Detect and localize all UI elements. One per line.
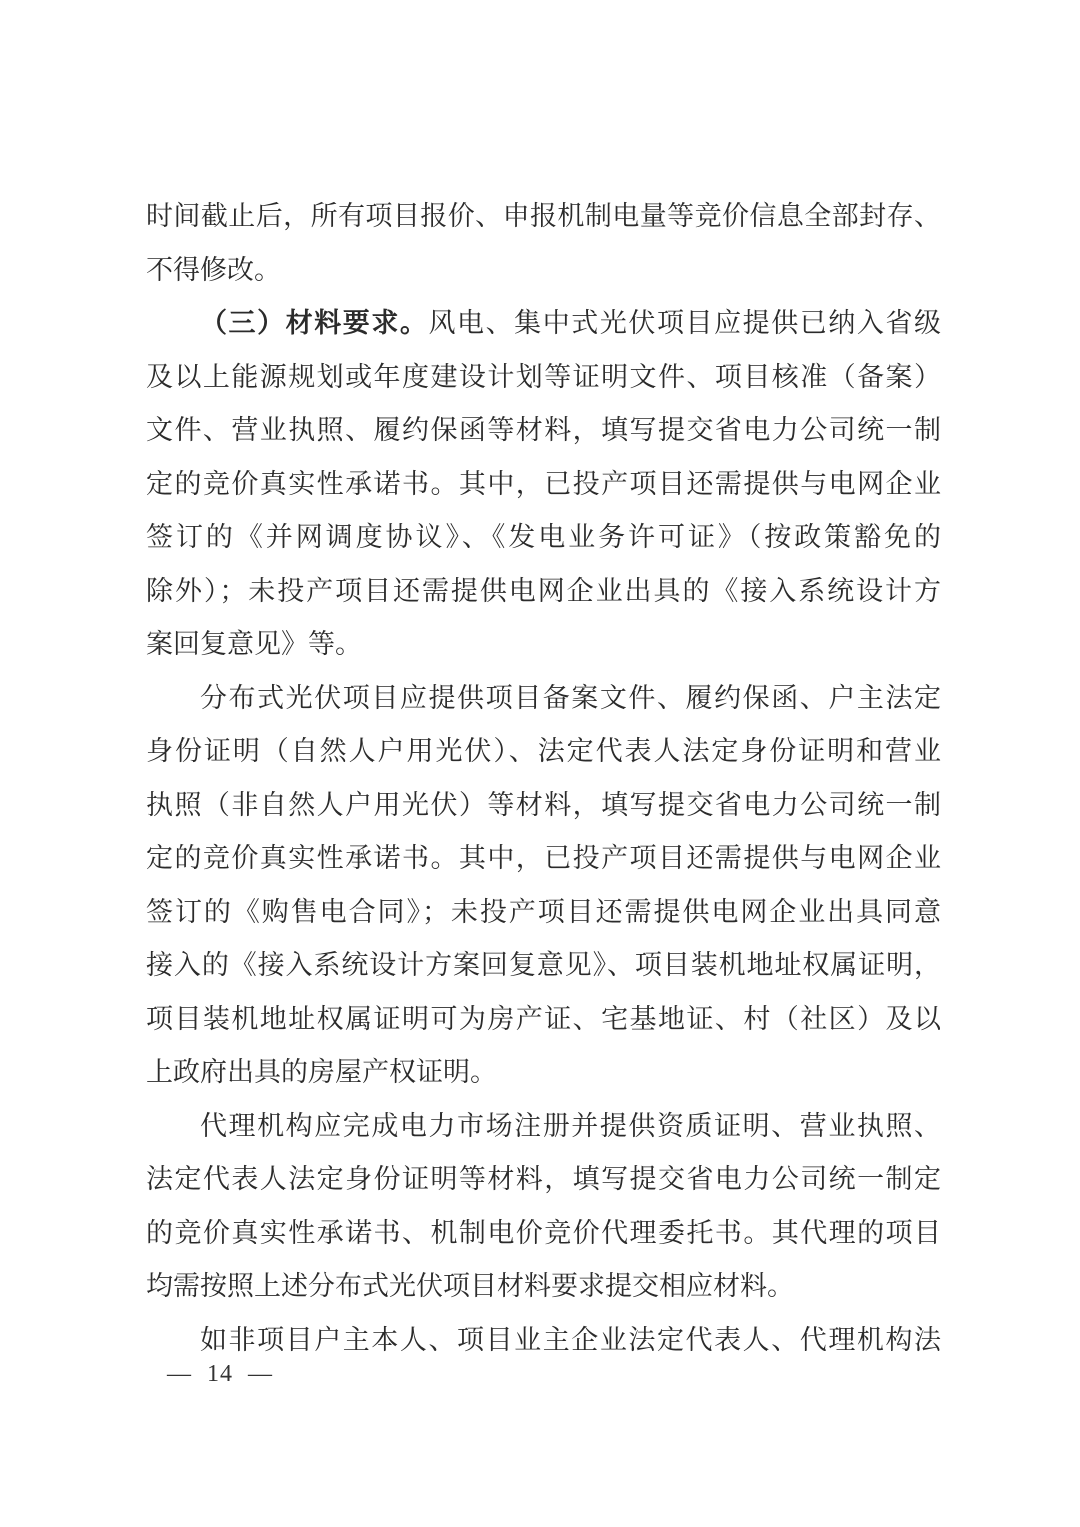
text-line: 定的竞价真实性承诺书。其中，已投产项目还需提供与电网企业 (146, 468, 941, 499)
text-line: 定的竞价真实性承诺书。其中，已投产项目还需提供与电网企业 (146, 843, 941, 873)
text-line: 分布式光伏项目应提供项目备案文件、履约保函、户主法定 (200, 682, 941, 713)
section-heading: （三）材料要求。 (200, 308, 429, 338)
text-line: 项目装机地址权属证明可为房产证、宅基地证、村（社区）及以 (146, 1003, 941, 1034)
text-line: 均需按照上述分布式光伏项目材料要求提交相应材料。 (146, 1271, 794, 1301)
text-line: 除外）；未投产项目还需提供电网企业出具的《接入系统设计方 (146, 575, 941, 606)
text-line: 身份证明（自然人户用光伏）、法定代表人法定身份证明和营业 (146, 736, 941, 766)
text-line: 代理机构应完成电力市场注册并提供资质证明、营业执照、 (200, 1110, 941, 1141)
page-number: — 14 — (167, 1361, 273, 1387)
text-line: 签订的《购售电合同》；未投产项目还需提供电网企业出具同意 (146, 896, 941, 927)
text-line: 不得修改。 (146, 254, 281, 285)
text-line: 执照（非自然人户用光伏）等材料，填写提交省电力公司统一制 (146, 789, 941, 820)
text-line: 接入的《接入系统设计方案回复意见》、项目装机地址权属证明， (146, 950, 941, 980)
text-line: 法定代表人法定身份证明等材料，填写提交省电力公司统一制定 (146, 1164, 941, 1194)
text-line: （三）材料要求。风电、集中式光伏项目应提供已纳入省级 (200, 308, 942, 338)
text-line: 签订的《并网调度协议》、《发电业务许可证》（按政策豁免的 (146, 522, 941, 552)
text-line: 上政府出具的房屋产权证明。 (146, 1057, 497, 1087)
text-line: 文件、营业执照、履约保函等材料，填写提交省电力公司统一制 (146, 415, 941, 445)
text-line: 及以上能源规划或年度建设计划等证明文件、项目核准（备案） (146, 361, 941, 392)
text-line: 的竞价真实性承诺书、机制电价竞价代理委托书。其代理的项目 (146, 1217, 941, 1248)
document-body (146, 190, 941, 1367)
text-line: 如非项目户主本人、项目业主企业法定代表人、代理机构法 (200, 1324, 941, 1355)
text-line: 案回复意见》等。 (146, 629, 362, 659)
text-line: 时间截止后，所有项目报价、申报机制电量等竞价信息全部封存、 (146, 201, 941, 231)
